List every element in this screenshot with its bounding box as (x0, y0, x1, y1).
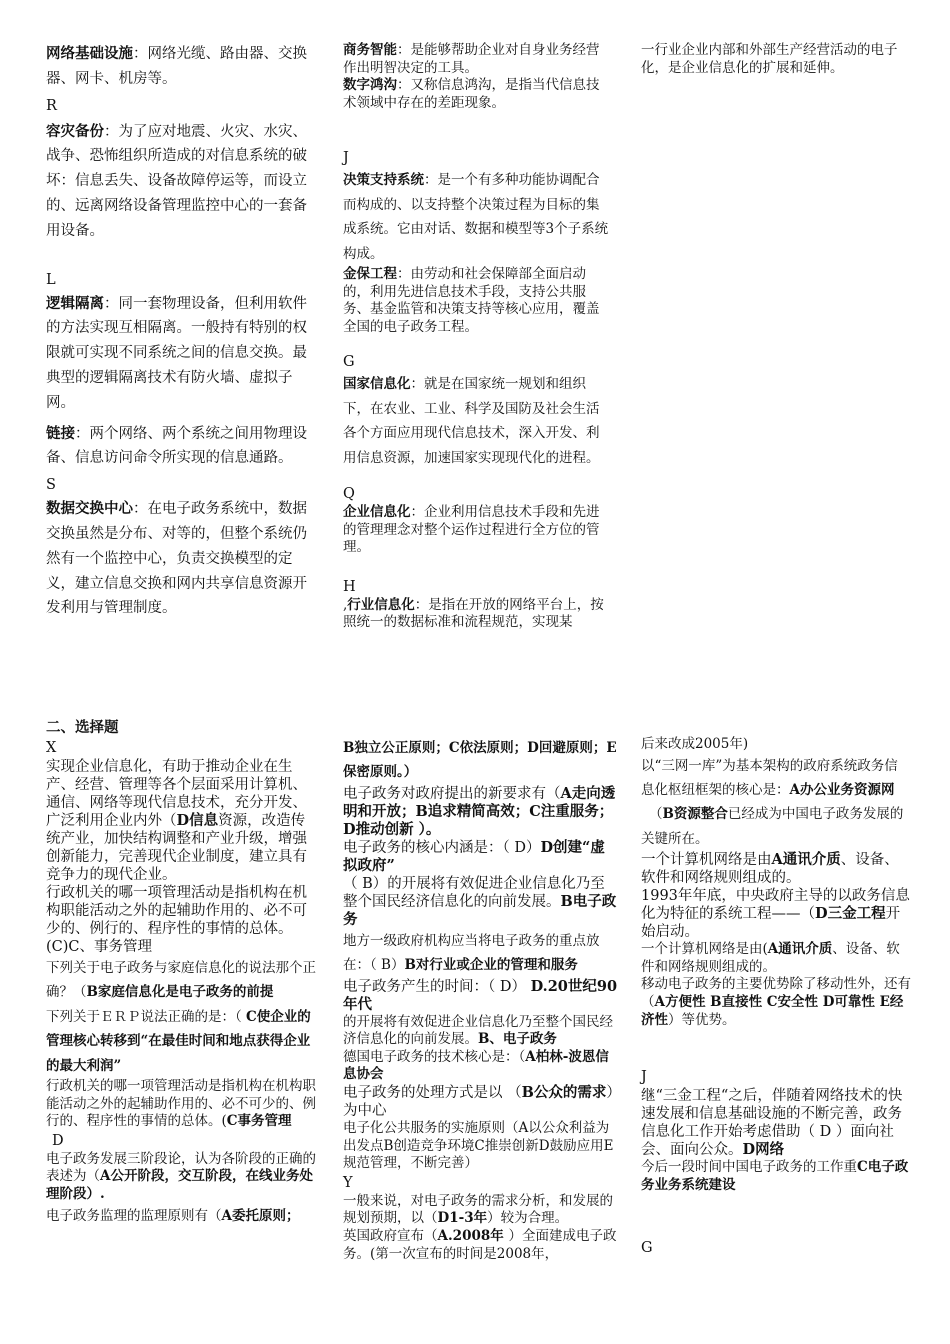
index-letter: H (343, 578, 356, 595)
index-letter: S (46, 477, 56, 494)
glossary-entry: 网络基础设施：网络光缆、路由器、交换器、网卡、机房等。 (46, 45, 307, 87)
question: 英国政府宣布（A.2008年 ）全面建成电子政务。(第一次宣布的时间是2008年， (343, 1227, 617, 1262)
quiz-column-1 (46, 738, 316, 1228)
question: 电子政务的核心内涵是：（ D）D创建“虚拟政府” (343, 838, 605, 874)
question: 1993年年底，中央政府主导的以政务信息化为特征的系统工程——（D三金工程开始启动。 (641, 888, 910, 941)
index-letter: Q (343, 486, 355, 502)
glossary-entry: 决策支持系统：是一个有多种功能协调配合而构成的、以支持整个决策过程为目标的集成系统。它由对话、数据和模型等3个子系统构成。 (343, 172, 609, 262)
glossary-entry: 链接：两个网络、两个系统之间用物理设备、信息访问命令所实现的信息通路。 (46, 424, 307, 467)
index-letter: R (46, 97, 57, 114)
question: （B资源整合已经成为中国电子政务发展的关键所在。 (641, 806, 904, 847)
glossary-column-3 (641, 42, 909, 77)
question: 电子政务监理的监理原则有（A委托原则； (46, 1207, 300, 1224)
question: 地方一级政府机构应当将电子政务的重点放在：（ B）B对行业或企业的管理和服务 (343, 932, 600, 974)
question: 行政机关的哪一项管理活动是指机构在机构职能活动之外的起辅助作用的、必不可少的、例行的、程序性的事情的总体。(C事务管理 (46, 1078, 316, 1130)
question: 下列关于ＥＲＰ说法正确的是：（ C使企业的管理核心转移到“在最佳时间和地点获得企业的最大利润” (46, 1008, 311, 1074)
question: 电子政务对政府提出的新要求有（A走向透明和开放；B追求精简高效；C注重服务；D推动创新 ）。 (343, 784, 616, 838)
question: 电子化公共服务的实施原则（A以公众利益为出发点B创造竞争环境C推崇创新D鼓励应用E规范管理，不断完善） (343, 1120, 614, 1172)
question: 一般来说，对电子政务的需求分析，和发展的规划预期，以（D1-3年）较为合理。 (343, 1192, 613, 1227)
question: 德国电子政务的技术核心是：（A柏林-波恩信息协会 (343, 1048, 609, 1083)
glossary-entry: 数字鸿沟：又称信息鸿沟，是指当代信息技术领域中存在的差距现象。 (343, 77, 600, 111)
glossary-entry: 一行业企业内部和外部生产经营活动的电子化，是企业信息化的扩展和延伸。 (641, 42, 898, 76)
glossary-entry: 企业信息化：企业利用信息技术手段和先进的管理理念对整个运作过程进行全方位的管理。 (343, 504, 600, 556)
glossary-entry: 容灾备份：为了应对地震、火灾、水灾、战争、恐怖组织所造成的对信息系统的破坏：信息丢失、设备故障停运等，而设立的、远离网络设备管理监控中心的一套备用设备。 (46, 122, 307, 239)
question: 继“三金工程“之后，伴随着网络技术的快速发展和信息基础设施的不断完善，政务信息化工作开始考虑借助（ D ）面向社会、面向公众。D网络 (641, 1088, 903, 1159)
question: 行政机关的哪一项管理活动是指机构在机构职能活动之外的起辅助作用的、必不可少的、例行的、程序性的事情的总体。(C)C、事务管理 (46, 885, 307, 955)
glossary-entry: 数据交换中心：在电子政务系统中，数据交换虽然是分布、对等的，但整个系统仍然有一个监控中心，负责交换模型的定义，建立信息交换和网内共享信息资源开发利用与管理制度。 (46, 500, 307, 617)
glossary-column-2 (343, 42, 611, 632)
question: 移动电子政务的主要优势除了移动性外，还有（A方便性 B直接性 C安全性 D可靠性 E经济性）等优势。 (641, 976, 911, 1028)
glossary-entry: 商务智能：是能够帮助企业对自身业务经营作出明智决定的工具。 (343, 42, 600, 76)
index-letter: L (46, 271, 56, 288)
glossary-column-1 (46, 42, 311, 621)
section-title: 二、选择题 (46, 719, 119, 736)
index-letter: D (52, 1132, 64, 1149)
glossary-entry: 金保工程：由劳动和社会保障部全面启动的，利用先进信息技术手段，支持公共服务、基金监管和决策支持等核心应用，覆盖全国的电子政务工程。 (343, 266, 600, 335)
question: 后来改成2005年) (641, 736, 749, 752)
question: 电子政务的处理方式是以 （B公众的需求）为中心 (343, 1084, 614, 1119)
glossary-entry: 逻辑隔离：同一套物理设备，但利用软件的方法实现互相隔离。一般持有特别的权限就可实现不同系统之间的信息交换。最典型的逻辑隔离技术有防火墙、虚拟子网。 (46, 294, 307, 411)
question: 电子政务产生的时间：（ D） D.20世纪90年代 (343, 977, 618, 1013)
index-letter: Y (343, 1174, 353, 1191)
question: B独立公正原则；C依法原则；D回避原则；E保密原则。） (343, 740, 617, 781)
glossary-entry: ,行业信息化：是指在开放的网络平台上，按照统一的数据标准和流程规范，实现某 (343, 596, 604, 631)
question: （ B）的开展将有效促进企业信息化乃至整个国民经济信息化的向前发展。B电子政务 (343, 875, 617, 928)
question: 一个计算机网络是由(A通讯介质、设备、软件和网络规则组成的。 (641, 941, 900, 975)
index-letter: J (343, 150, 349, 167)
index-letter: G (343, 354, 355, 371)
question: 以“三网一库”为基本架构的政府系统政务信息化枢纽框架的核心是：A办公业务资源网 (641, 757, 898, 798)
quiz-column-2 (343, 736, 618, 1263)
index-letter: X (46, 740, 57, 756)
question: 一个计算机网络是由A通讯介质、设备、软件和网络规则组成的。 (641, 851, 899, 887)
index-letter: J (641, 1069, 647, 1086)
glossary-entry: 国家信息化：就是在国家统一规划和组织下，在农业、工业、科学及国防及社会生活各个方面应用现代信息技术，深入开发、利用信息资源，加速国家实现现代化的进程。 (343, 376, 600, 466)
index-letter: G (641, 1240, 653, 1257)
quiz-column-3 (641, 736, 911, 1258)
question: 电子政务发展三阶段论，认为各阶段的正确的表述为（A公开阶段，交互阶段，在线业务处理阶段）. (46, 1150, 316, 1202)
question: 的开展将有效促进企业信息化乃至整个国民经济信息化的向前发展。B、电子政务 (343, 1013, 613, 1048)
question: 实现企业信息化，有助于推动企业在生产、经营、管理等各个层面采用计算机、通信、网络等现代信息技术，充分开发、广泛利用企业内外（D信息资源，改造传统产业，加快结构调整和产业升级，增强创新能力，完善现代企业制度，建立具有竞争力的现代企业。 (46, 759, 307, 883)
question: 今后一段时间中国电子政务的工作重C电子政务业务系统建设 (641, 1159, 909, 1193)
question: 下列关于电子政务与家庭信息化的说法那个正确？（B家庭信息化是电子政务的前提 (46, 960, 316, 1001)
